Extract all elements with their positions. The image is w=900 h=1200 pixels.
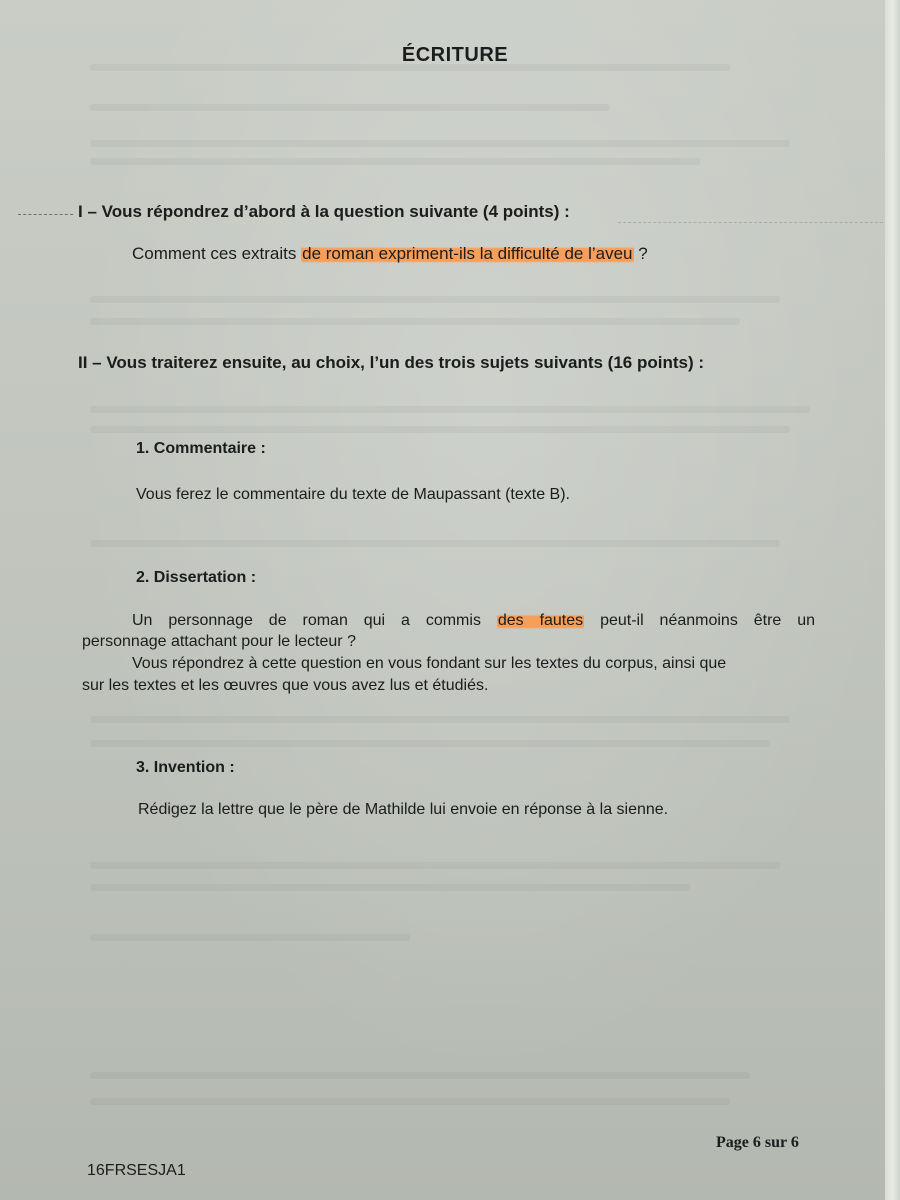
subject2-label: 2. Dissertation :: [136, 569, 257, 586]
page-number: Page 6 sur 6: [716, 1134, 799, 1151]
subject2-line4: sur les textes et les œuvres que vous avez lus et étudiés.: [82, 677, 489, 694]
document-title: ÉCRITURE: [401, 44, 509, 66]
show-through-line: [90, 426, 790, 433]
show-through-line: [90, 406, 810, 413]
show-through-line: [90, 158, 700, 165]
underlying-sheet-edge: [885, 0, 900, 1200]
show-through-line: [90, 1098, 730, 1105]
subject3-text: Rédigez la lettre que le père de Mathilde lui envoie en réponse à la sienne.: [138, 801, 669, 818]
part1-question: [132, 244, 648, 264]
margin-dash-mark: [18, 214, 73, 215]
dissertation-text-end: peut-il néanmoins être un: [584, 612, 816, 629]
subject1-text: Vous ferez le commentaire du texte de Maupassant (texte B).: [136, 486, 570, 503]
subject2-line2: personnage attachant pour le lecteur ?: [82, 633, 356, 650]
dissertation-highlighted-text: des fautes: [497, 612, 584, 629]
show-through-line: [90, 934, 410, 941]
subject1-label: 1. Commentaire :: [136, 440, 266, 457]
question-text-end: ?: [633, 244, 648, 263]
show-through-line: [90, 540, 780, 547]
question-highlighted-text: de roman expriment-ils la difficulté de l’aveu: [302, 244, 633, 263]
show-through-line: [90, 716, 790, 723]
show-through-line: [90, 140, 790, 147]
subject2-line1: [132, 612, 815, 630]
show-through-line: [90, 884, 690, 891]
dissertation-text-start: Un personnage de roman qui a commis: [132, 612, 497, 629]
subject3-label: 3. Invention :: [136, 759, 235, 776]
show-through-line: [90, 318, 740, 325]
show-through-line: [90, 104, 610, 111]
show-through-line: [90, 740, 770, 747]
question-text-start: Comment ces extraits: [132, 244, 302, 263]
subject2-line3: Vous répondrez à cette question en vous fondant sur les textes du corpus, ainsi que: [132, 655, 727, 672]
show-through-line: [90, 1072, 750, 1079]
show-through-line: [90, 296, 780, 303]
document-code: 16FRSESJA1: [87, 1162, 186, 1179]
part2-heading: II – Vous traiterez ensuite, au choix, l’un des trois sujets suivants (16 points) :: [78, 353, 705, 372]
part1-heading: I – Vous répondrez d’abord à la question suivante (4 points) :: [78, 202, 570, 221]
fold-dash-mark: [618, 222, 888, 223]
show-through-line: [90, 862, 780, 869]
